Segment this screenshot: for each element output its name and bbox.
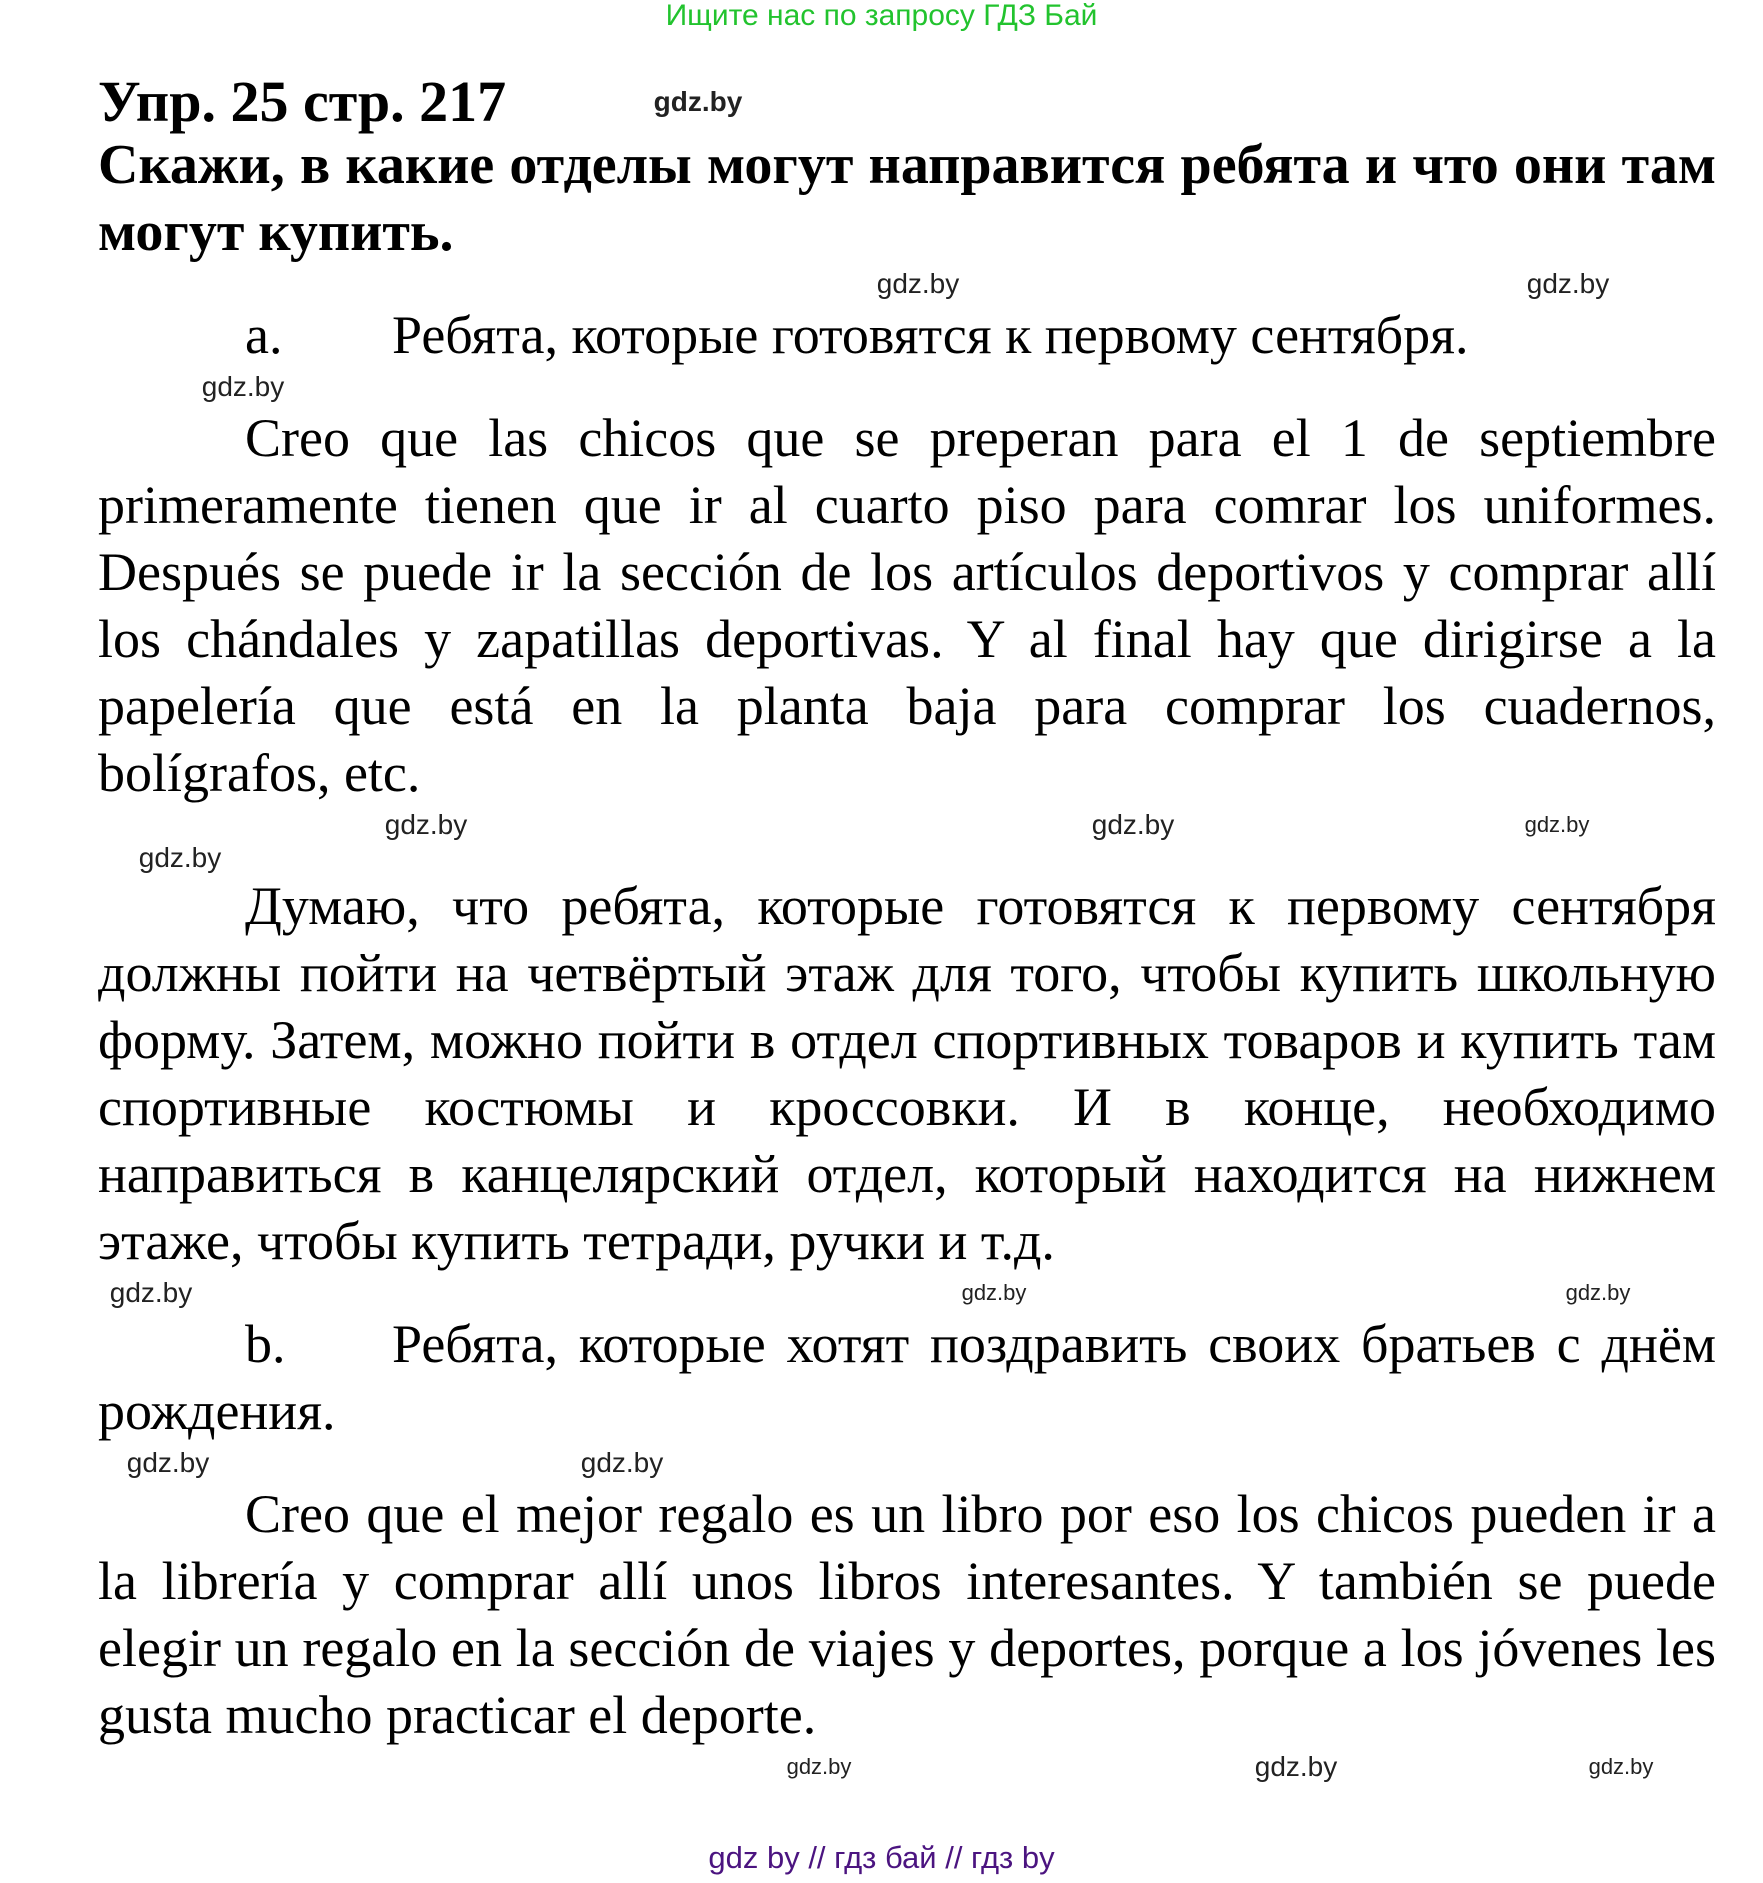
answer-paragraph-spanish-b: Creo que el mejor regalo es un libro por eso los chicos pueden ir a la librería y comprar allí unos libros interesantes. Y también se puede elegir un regalo en la sección de viajes y deportes, porque a los jóvenes les gusta mucho practicar el deporte. <box>98 1484 1716 1745</box>
watermark: gdz.by <box>580 1447 664 1478</box>
watermark: gdz.by <box>384 809 468 840</box>
watermark: gdz.by <box>1526 268 1610 299</box>
watermark-strip <box>98 1445 1716 1481</box>
footer-watermark: gdz by // гдз бай // гдз by <box>708 1840 1055 1875</box>
watermark-strip <box>98 843 1716 873</box>
heading-row <box>98 69 1716 134</box>
watermark-strip <box>98 369 1716 405</box>
item-text: Ребята, которые хотят поздравить своих братьев с днём рождения. <box>98 1314 1716 1441</box>
watermark: gdz.by <box>1565 1280 1631 1305</box>
watermark: gdz.by <box>961 1280 1027 1305</box>
item-a <box>98 302 1716 369</box>
document-body <box>98 69 1716 1785</box>
watermark: gdz.by <box>1588 1754 1654 1779</box>
search-banner: Ищите нас по запросу ГДЗ Бай <box>665 0 1098 32</box>
item-label: a. <box>245 305 283 365</box>
watermark: gdz.by <box>201 371 285 402</box>
watermark-strip <box>98 1275 1716 1311</box>
answer-paragraph-spanish-a: Creo que las chicos que se preperan para el 1 de septiembre primeramente tienen que ir al cuarto piso para comrar los uniformes. Después se puede ir la sección de los artículos deportivos y comprar allí los chándales y zapatillas deportivas. Y al final hay que dirigirse a la papelería que está en la planta baja para comprar los cuadernos, bolígrafos, etc. <box>98 408 1716 803</box>
item-label: b. <box>245 1314 286 1374</box>
watermark: gdz.by <box>876 268 960 299</box>
item-text: Ребята, которые готовятся к первому сентября. <box>392 305 1469 365</box>
watermark: gdz.by <box>1254 1751 1338 1782</box>
watermark: gdz.by <box>1091 809 1175 840</box>
answer-paragraph-russian-a: Думаю, что ребята, которые готовятся к первому сентября должны пойти на четвёртый этаж для того, чтобы купить школьную форму. Затем, можно пойти в отдел спортивных товаров и купить там спортивные костюмы и кроссовки. И в конце, необходимо направиться в канцелярский отдел, который находится на нижнем этаже, чтобы купить тетради, ручки и т.д. <box>98 876 1716 1271</box>
item-b <box>98 1311 1716 1445</box>
watermark: gdz.by <box>138 842 222 873</box>
watermark: gdz.by <box>786 1754 852 1779</box>
exercise-question: Скажи, в какие отделы могут направится ребята и что они там могут купить. <box>98 134 1716 263</box>
watermark-strip <box>98 807 1716 843</box>
watermark-strip <box>98 1749 1716 1785</box>
watermark: gdz.by <box>109 1277 193 1308</box>
watermark: gdz.by <box>126 1447 210 1478</box>
watermark-strip <box>98 266 1716 302</box>
exercise-heading: Упр. 25 стр. 217 <box>98 69 507 134</box>
watermark: gdz.by <box>1524 812 1590 837</box>
watermark: gdz.by <box>653 86 743 117</box>
